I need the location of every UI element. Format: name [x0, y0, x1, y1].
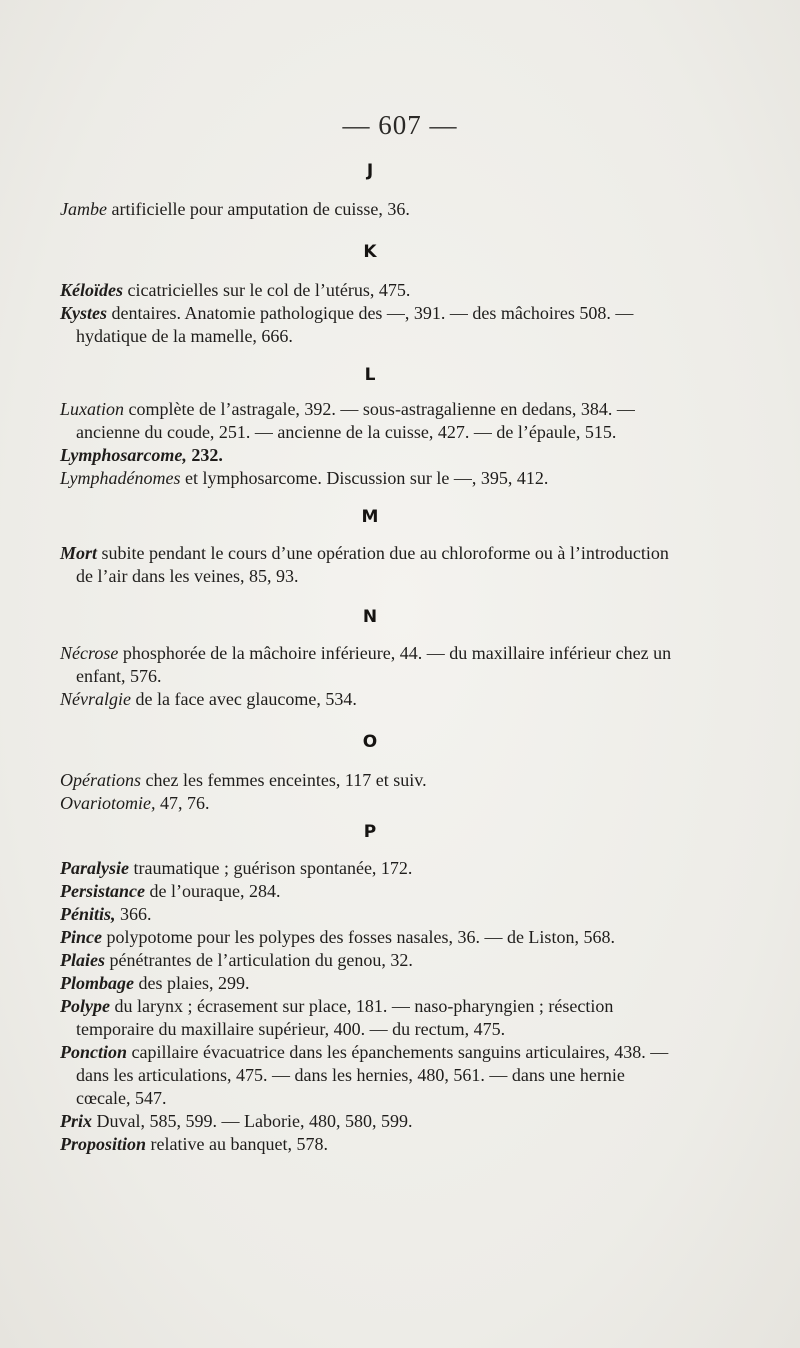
entry-text: de l’ouraque, 284. — [145, 881, 281, 901]
entry-term: Mort — [60, 543, 98, 563]
entry-text: polypotome pour les polypes des fosses nasales, 36. — de Liston, 568. — [102, 927, 615, 947]
entry-text: et lymphosarcome. Discussion sur le —, 395, 412. — [180, 468, 549, 488]
entry-term: Plaies — [60, 950, 105, 970]
entry-term: Ovariotomie, — [60, 793, 156, 813]
index-entry — [60, 880, 680, 903]
section-letter: O — [362, 732, 378, 752]
index-entry — [60, 926, 680, 949]
entry-term: Polype — [60, 996, 110, 1016]
entry-text: capillaire évacuatrice dans les épanchements sanguins articulaires, 438. — dans les articulations, 475. — dans les hernies, 480, 561. — dans une hernie cœcale, 547. — [76, 1042, 669, 1108]
entry-term: Nécrose — [60, 643, 119, 663]
index-entry — [60, 467, 680, 490]
entry-term: Lymphadénomes — [60, 468, 181, 488]
index-entry — [60, 769, 680, 792]
entry-text: cicatricielles sur le col de l’utérus, 475. — [123, 280, 411, 300]
index-section-m — [60, 506, 680, 588]
entry-text: du larynx ; écrasement sur place, 181. — naso-pharyngien ; résection temporaire du maxillaire supérieur, 400. — du rectum, 475. — [76, 996, 614, 1039]
entry-term: Paralysie — [60, 858, 129, 878]
section-letter: N — [362, 607, 378, 627]
entry-term: Pénitis, — [60, 904, 116, 924]
index-entry — [60, 857, 680, 880]
index-section-p — [60, 821, 680, 1156]
index-section-k — [60, 241, 680, 348]
entry-term: Kystes — [60, 303, 107, 323]
entry-term: Persistance — [60, 881, 145, 901]
entry-text: dentaires. Anatomie pathologique des —, 391. — des mâchoires 508. — hydatique de la mamelle, 666. — [76, 303, 634, 346]
entry-term: Opérations — [60, 770, 141, 790]
entry-term: Plombage — [60, 973, 134, 993]
index-entry — [60, 444, 680, 467]
entry-term: Pince — [60, 927, 102, 947]
entry-text: des plaies, 299. — [134, 973, 250, 993]
index-section-j — [60, 160, 680, 221]
index-entry — [60, 949, 680, 972]
entry-text: chez les femmes enceintes, 117 et suiv. — [141, 770, 427, 790]
entry-text: artificielle pour amputation de cuisse, 36. — [106, 199, 410, 219]
index-entry — [60, 792, 680, 815]
index-section-o — [60, 731, 680, 815]
entry-text: subite pendant le cours d’une opération due au chloroforme ou à l’introduction de l’air dans les veines, 85, 93. — [76, 543, 669, 586]
section-letter: P — [363, 822, 377, 842]
section-letter: J — [366, 161, 374, 181]
entry-term: Luxation — [60, 399, 125, 419]
index-section-l — [60, 364, 680, 490]
entry-text: 366. — [115, 904, 152, 924]
index-entry — [60, 542, 680, 588]
index-entry — [60, 398, 680, 444]
index-entry — [60, 302, 680, 348]
entry-text: Duval, 585, 599. — Laborie, 480, 580, 599. — [92, 1111, 413, 1131]
entry-term: Ponction — [60, 1042, 128, 1062]
entry-text: 47, 76. — [155, 793, 210, 813]
index-entry — [60, 1110, 680, 1133]
page-number: — 607 — — [342, 110, 458, 140]
entry-text: 232. — [186, 445, 223, 465]
index-entry — [60, 903, 680, 926]
entry-text: de la face avec glaucome, 534. — [130, 689, 357, 709]
entry-text: traumatique ; guérison spontanée, 172. — [129, 858, 413, 878]
entry-text: pénétrantes de l’articulation du genou, 32. — [105, 950, 413, 970]
index-entry — [60, 642, 680, 688]
entry-term: Kéloïdes — [60, 280, 123, 300]
entry-text: phosphorée de la mâchoire inférieure, 44. — du maxillaire inférieur chez un enfant, 576. — [76, 643, 672, 686]
index-entry — [60, 1041, 680, 1110]
index-section-n — [60, 606, 680, 711]
entry-term: Lymphosarcome, — [60, 445, 187, 465]
entry-text: complète de l’astragale, 392. — sous-astragalienne en dedans, 384. — ancienne du coude, 251. — ancienne de la cuisse, 427. — de l’épaule, 515. — [76, 399, 635, 442]
section-letter: L — [364, 365, 376, 385]
section-letter: M — [361, 507, 379, 527]
index-entry — [60, 279, 680, 302]
index-entry — [60, 972, 680, 995]
index-entry — [60, 1133, 680, 1156]
entry-term: Prix — [60, 1111, 93, 1131]
entry-text: relative au banquet, 578. — [146, 1134, 328, 1154]
index-entry — [60, 198, 680, 221]
entry-term: Névralgie — [60, 689, 131, 709]
entry-term: Proposition — [60, 1134, 147, 1154]
index-entry — [60, 995, 680, 1041]
entry-term: Jambe — [60, 199, 107, 219]
index-content — [60, 160, 680, 1156]
section-letter: K — [363, 242, 377, 262]
index-entry — [60, 688, 680, 711]
